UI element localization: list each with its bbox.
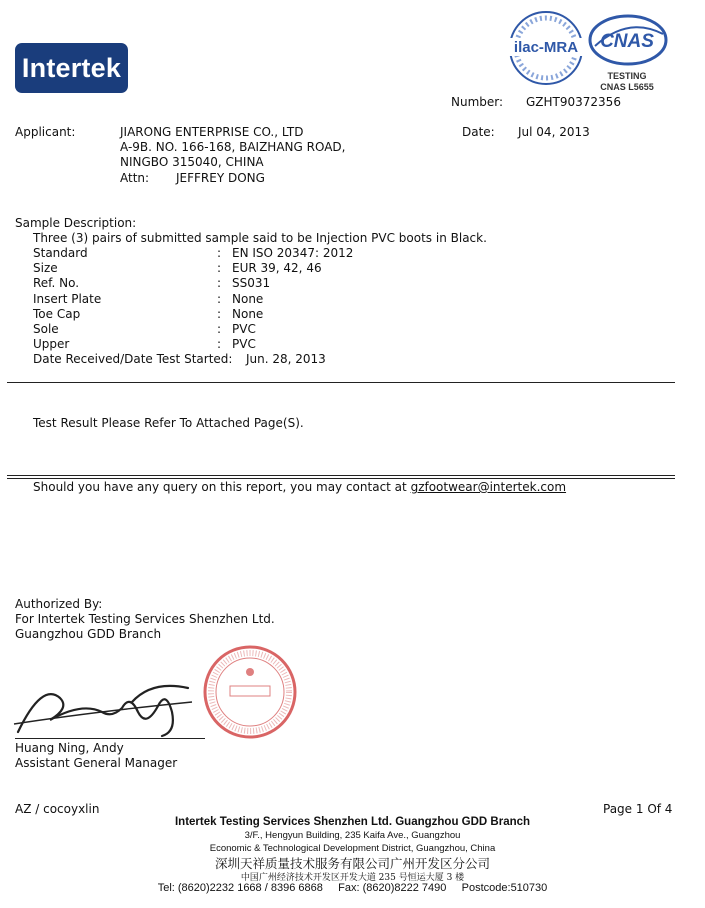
field-colon: : xyxy=(217,246,222,260)
applicant-address-1: A-9B. NO. 166-168, BAIZHANG ROAD, xyxy=(120,140,346,154)
sample-summary: Three (3) pairs of submitted sample said to be Injection PVC boots in Black. xyxy=(33,231,487,245)
authorized-branch: Guangzhou GDD Branch xyxy=(15,627,162,641)
divider-bottom-1 xyxy=(7,475,675,476)
footer-company: Intertek Testing Services Shenzhen Ltd. Guangzhou GDD Branch xyxy=(174,816,531,828)
footer-ref: AZ / cocoyxlin xyxy=(15,802,100,816)
field-value: EUR 39, 42, 46 xyxy=(232,261,322,275)
accreditation-marks xyxy=(503,6,683,96)
field-key: Insert Plate xyxy=(33,292,102,306)
contact-email-link[interactable]: gzfootwear@intertek.com xyxy=(410,480,567,494)
query-line xyxy=(33,480,566,494)
attn-value: JEFFREY DONG xyxy=(176,171,265,185)
field-key: Sole xyxy=(33,322,59,336)
field-colon: : xyxy=(217,292,222,306)
applicant-label: Applicant: xyxy=(15,125,76,139)
signer-title: Assistant General Manager xyxy=(15,756,178,770)
cnas-label: CNAS xyxy=(600,31,654,52)
authorized-company: For Intertek Testing Services Shenzhen Ltd. xyxy=(15,612,275,626)
query-text: Should you have any query on this report, you may contact at xyxy=(33,480,407,494)
page-indicator: Page 1 Of 4 xyxy=(603,802,673,816)
field-colon: : xyxy=(217,337,222,351)
applicant-name: JIARONG ENTERPRISE CO., LTD xyxy=(120,125,304,139)
number-label: Number: xyxy=(451,95,504,109)
field-value: PVC xyxy=(232,322,256,336)
attn-label: Attn: xyxy=(120,171,150,185)
company-seal-stamp xyxy=(200,642,300,742)
field-colon: : xyxy=(217,307,222,321)
signer-name: Huang Ning, Andy xyxy=(15,741,124,755)
field-colon: : xyxy=(217,322,222,336)
divider-top xyxy=(7,382,675,383)
field-value: EN ISO 20347: 2012 xyxy=(232,246,354,260)
field-value: Jun. 28, 2013 xyxy=(246,352,326,366)
cnas-number: CNAS L5655 xyxy=(600,82,654,92)
date-value: Jul 04, 2013 xyxy=(518,125,590,139)
footer-address-1: 3/F., Hengyun Building, 235 Kaifa Ave., Guangzhou xyxy=(244,830,461,841)
intertek-logo: Intertek xyxy=(15,43,128,93)
signature-line xyxy=(15,738,205,739)
ilac-label: ilac-MRA xyxy=(513,39,579,56)
date-label: Date: xyxy=(462,125,495,139)
field-colon: : xyxy=(217,276,222,290)
handwritten-signature xyxy=(12,672,202,740)
field-key: Upper xyxy=(33,337,70,351)
applicant-address-2: NINGBO 315040, CHINA xyxy=(120,155,264,169)
test-result-note: Test Result Please Refer To Attached Page(S). xyxy=(33,416,304,430)
field-value: PVC xyxy=(232,337,256,351)
field-key: Standard xyxy=(33,246,88,260)
field-colon: : xyxy=(217,261,222,275)
field-key: Ref. No. xyxy=(33,276,80,290)
field-value: None xyxy=(232,292,264,306)
footer-contact: Tel: (8620)2232 1668 / 8396 6868 Fax: (8620)8222 7490 Postcode:510730 xyxy=(157,882,548,894)
cnas-logo xyxy=(590,16,666,92)
testing-label: TESTING xyxy=(607,71,647,81)
footer-address-2: Economic & Technological Development District, Guangzhou, China xyxy=(209,843,496,854)
number-value: GZHT90372356 xyxy=(526,95,621,109)
footer-company-cn: 深圳天祥质量技术服务有限公司广州开发区分公司 xyxy=(214,856,490,871)
field-key: Date Received/Date Test Started: xyxy=(33,352,233,366)
field-key: Size xyxy=(33,261,58,275)
sample-heading: Sample Description: xyxy=(15,216,137,230)
footer-address-cn: 中国广州经济技术开发区开发大道 235 号恒运大厦 3 楼 xyxy=(240,873,465,883)
ilac-mra-logo xyxy=(509,12,583,84)
authorized-by: Authorized By: xyxy=(15,597,103,611)
field-value: None xyxy=(232,307,264,321)
divider-bottom-2 xyxy=(7,478,675,479)
field-value: SS031 xyxy=(232,276,271,290)
field-key: Toe Cap xyxy=(33,307,81,321)
